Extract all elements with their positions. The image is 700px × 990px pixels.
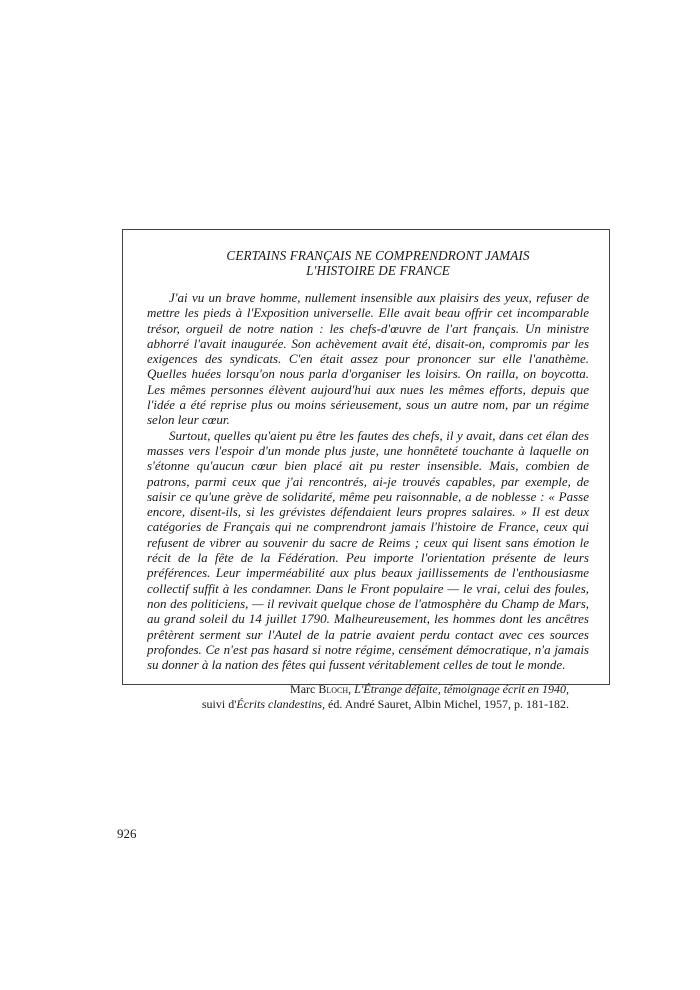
paragraph-2: Surtout, quelles qu'aient pu être les fautes des chefs, il y avait, dans cet élan des masses vers l'espoir d'un monde plus juste, une honnêteté touchante à laquelle on s'étonne qu'aucun cœur bien placé ait pu rester insensible. Mais, combien de patrons, parmi ceux que j'ai rencontrés, ai-je trouvés capables, par exemple, de saisir ce qu'une grève de solidarité, même peu raisonnable, a de noblesse : « Passe encore, disent-ils, si les grévistes défendaient leurs propres salaires. » Il est deux catégories de Français qui ne comprendront jamais l'histoire de France, ceux qui refusent de vibrer au souvenir du sacre de Reims ; ceux qui lisent sans émotion le récit de la fête de la Fédération. Peu importe l'orientation présente de leurs préférences. Leur imperméabilité aux plus beaux jaillissements de l'enthousiasme collectif suffit à les condamner. Dans le Front populaire — le vrai, celui des foules, non des politiciens, — il revivait quelque chose de l'atmosphère du Champ de Mars, au grand soleil du 14 juillet 1790. Malheureusement, les hommes dont les ancêtres prêtèrent serment sur l'Autel de la patrie avaient perdu contact avec ces sources profondes. Ce n'est pas hasard si notre régime, censément démocratique, n'a jamais su donner à la nation des fêtes qui fussent véritablement celles de tout le monde. (147, 427, 589, 673)
citation (147, 682, 589, 712)
citation-prefix: suivi d' (201, 697, 237, 712)
citation-work: L'Étrange défaite, témoignage écrit en 1940, (354, 682, 569, 697)
citation-line-1: Marc Bloch, L'Étrange défaite, témoignage écrit en 1940, (290, 682, 569, 697)
author-first-name: Marc (290, 682, 316, 697)
citation-publication: éd. André Sauret, Albin Michel, 1957, p. 181-182. (325, 697, 569, 712)
title-line-1: CERTAINS FRANÇAIS NE COMPRENDRONT JAMAIS (226, 248, 530, 263)
citation-line-2 (147, 697, 569, 712)
citation-second-work: Écrits clandestins, (236, 697, 326, 712)
title-line-2: L'HISTOIRE DE FRANCE (306, 263, 450, 278)
quote-box (122, 229, 610, 712)
page-number: 926 (117, 826, 137, 841)
box-title (147, 248, 589, 278)
author-last-name: Bloch (318, 682, 349, 697)
paragraph-1: J'ai vu un brave homme, nullement insensible aux plaisirs des yeux, refuser de mettre les pieds à l'Exposition universelle. Elle avait beau offrir cet incomparable trésor, orgueil de notre nation : les chefs-d'œuvre de l'art français. Un ministre abhorré l'avait inaugurée. Son achèvement avait été, disait-on, compromis par les exigences des syndicats. C'en était assez pour prononcer sur elle l'anathème. Quelles huées lorsqu'on nous parla d'organiser les loisirs. On railla, on boycotta. Les mêmes personnes élèvent aujourd'hui aux nues les mêmes efforts, depuis que l'idée a été reprise plus ou moins sérieusement, sous un autre nom, par un régime selon leur cœur. (147, 290, 589, 428)
